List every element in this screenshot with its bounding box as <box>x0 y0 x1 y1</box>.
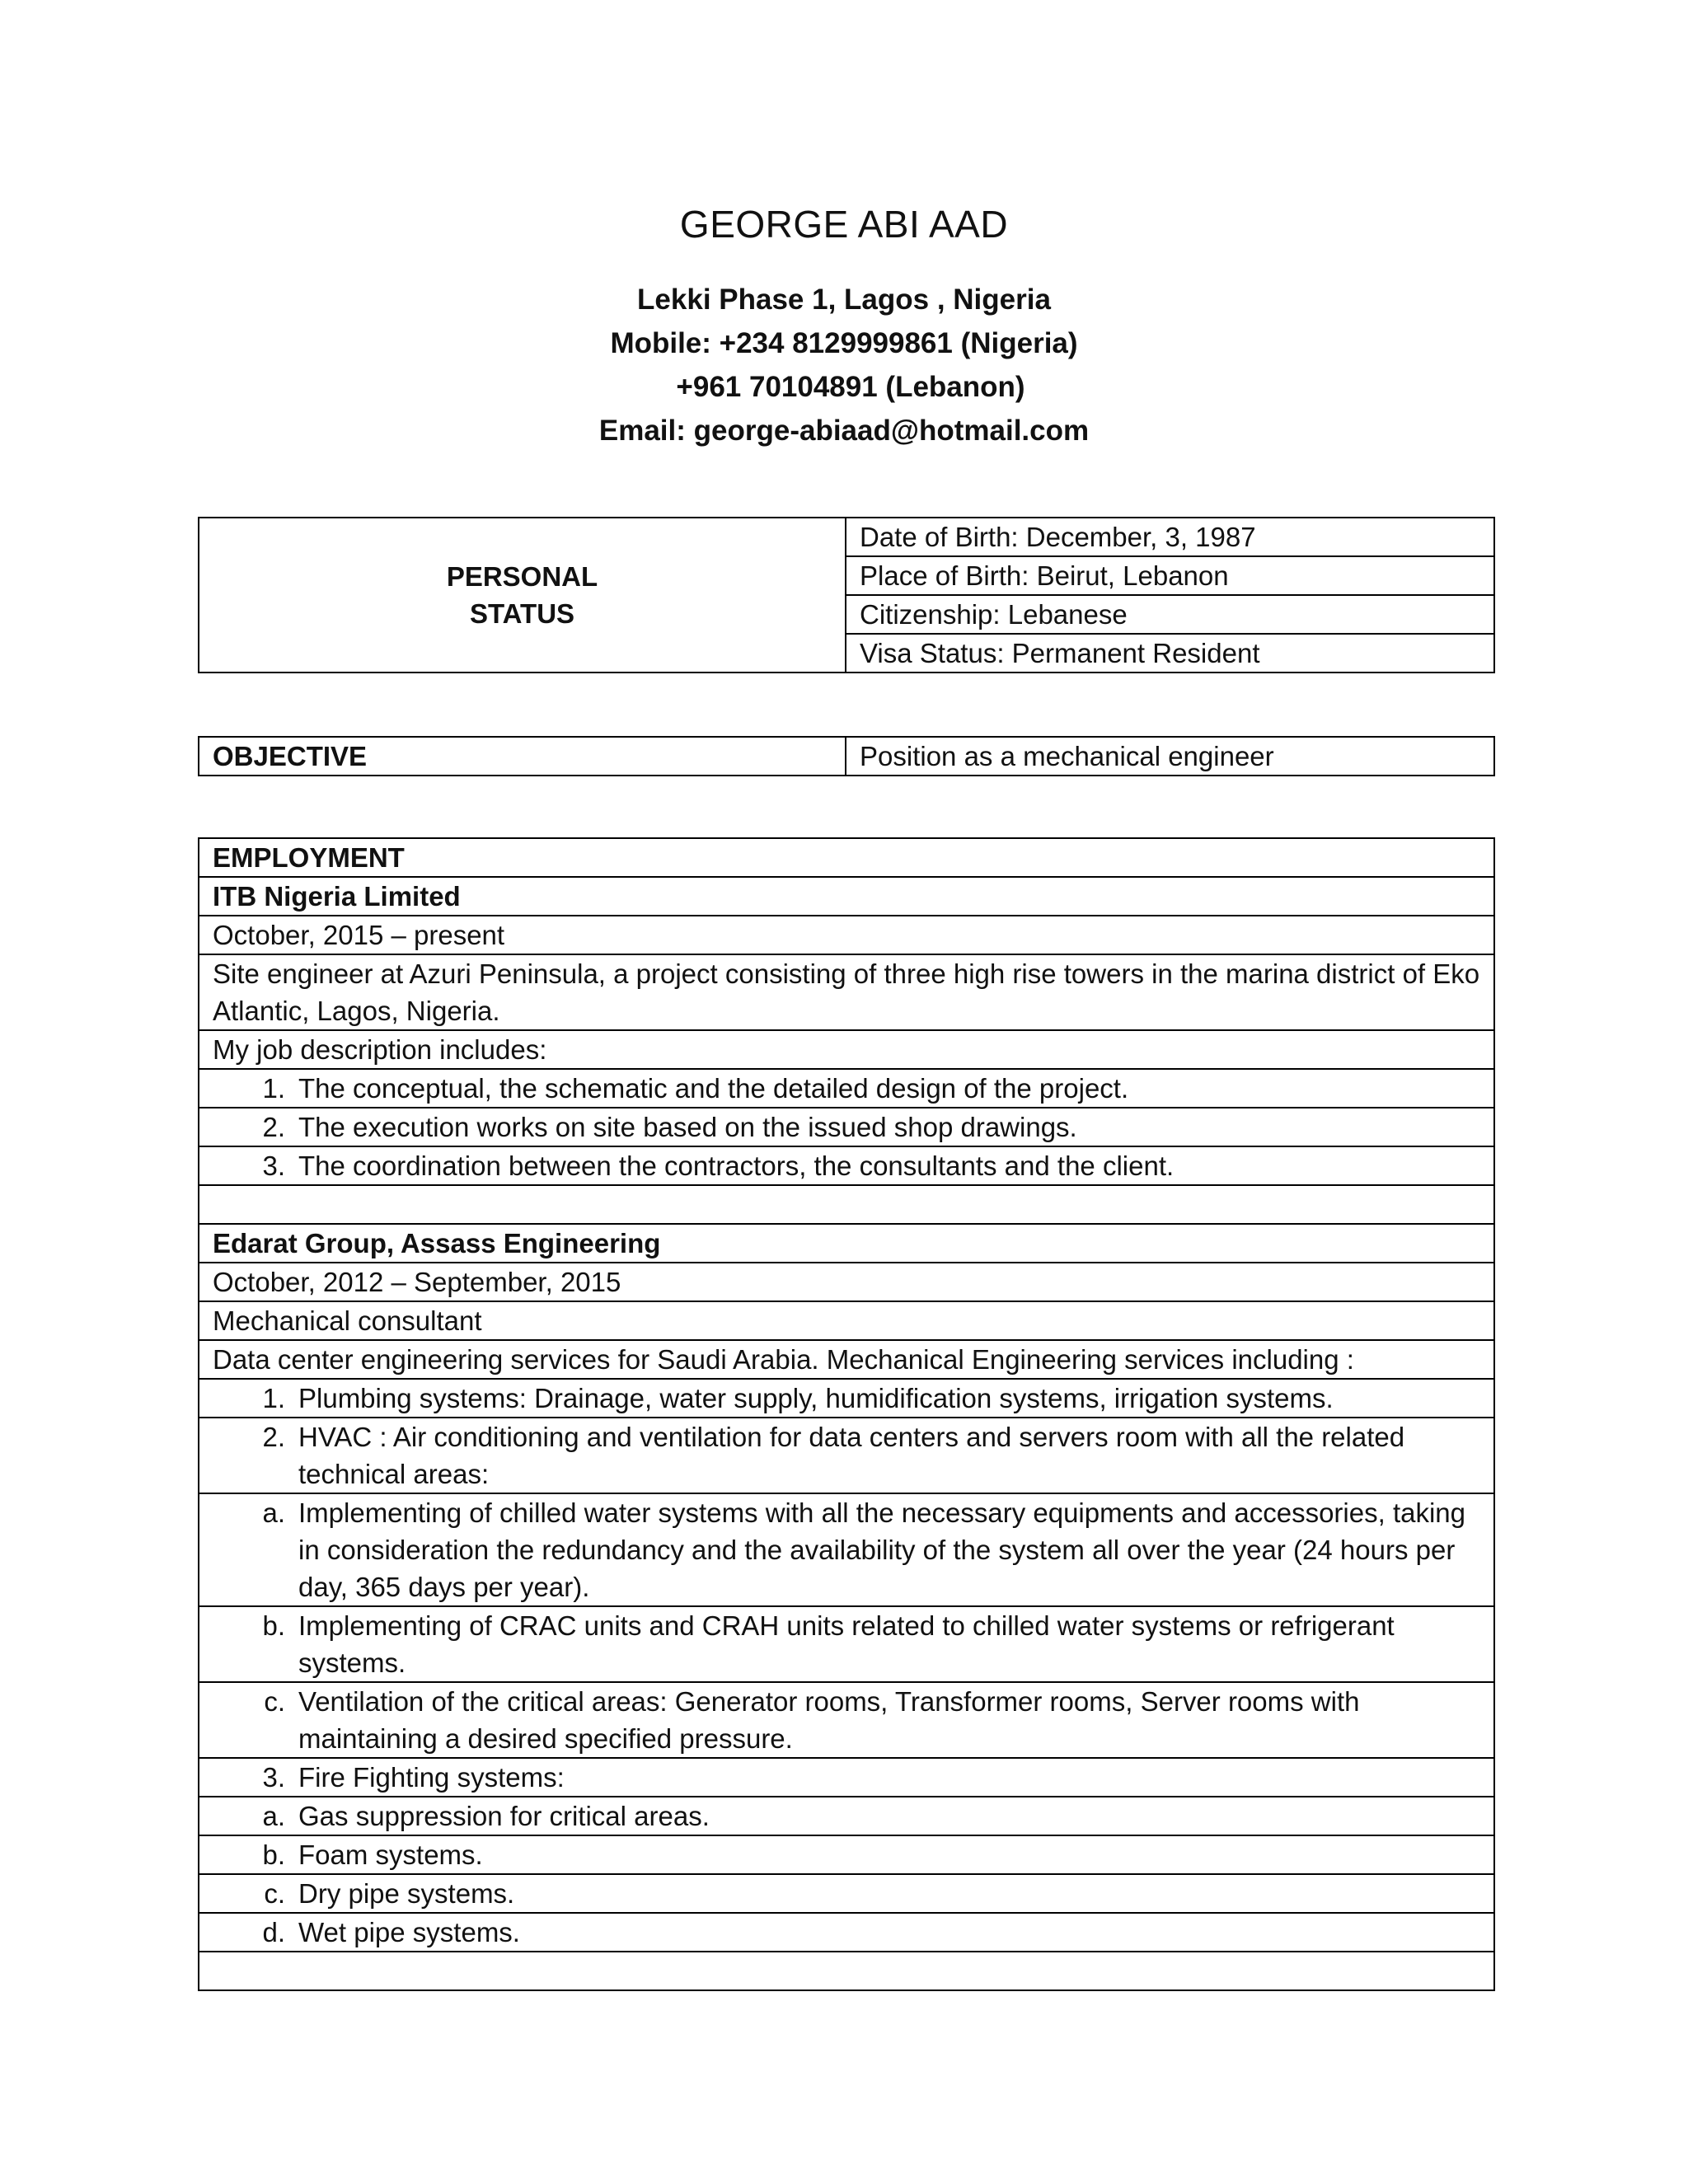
list-item <box>199 1682 1494 1758</box>
list-marker: d. <box>262 1917 285 1947</box>
list-marker: 3. <box>262 1762 285 1793</box>
spacer-row <box>199 1952 1494 1990</box>
address: Lekki Phase 1, Lagos , Nigeria <box>637 284 1051 316</box>
personal-status-label-line2: STATUS <box>469 598 575 629</box>
list-marker: 3. <box>262 1151 285 1181</box>
list-text: Wet pipe systems. <box>298 1917 520 1947</box>
list-marker: 2. <box>262 1422 285 1452</box>
job-company: ITB Nigeria Limited <box>199 877 1494 916</box>
list-marker: b. <box>262 1610 285 1641</box>
place-of-birth: Place of Birth: Beirut, Lebanon <box>846 556 1494 595</box>
date-of-birth: Date of Birth: December, 3, 1987 <box>846 518 1494 556</box>
list-item <box>199 1606 1494 1682</box>
list-marker: 1. <box>262 1383 285 1413</box>
personal-status-label <box>199 518 846 673</box>
employment-heading: EMPLOYMENT <box>199 838 1494 877</box>
list-text: Implementing of chilled water systems with all the necessary equipments and accessories, taking in consideration the redundancy and the availability of the system all over the year (24 hours per day, 365 days per year). <box>298 1497 1466 1602</box>
list-item <box>199 1108 1494 1146</box>
list-marker: c. <box>264 1878 285 1909</box>
list-item <box>199 1913 1494 1952</box>
list-item <box>199 1418 1494 1493</box>
list-text: Gas suppression for critical areas. <box>298 1801 710 1831</box>
list-item <box>199 1493 1494 1606</box>
list-marker: c. <box>264 1686 285 1717</box>
list-marker: 1. <box>262 1073 285 1104</box>
mobile-nigeria: Mobile: +234 8129999861 (Nigeria) <box>610 327 1078 359</box>
list-text: Dry pipe systems. <box>298 1878 515 1909</box>
personal-status-label-line1: PERSONAL <box>446 561 598 592</box>
objective-value: Position as a mechanical engineer <box>846 737 1494 776</box>
job-intro: Data center engineering services for Saudi Arabia. Mechanical Engineering services including : <box>199 1340 1494 1379</box>
objective-table <box>198 736 1495 776</box>
list-item <box>199 1835 1494 1874</box>
email: Email: george-abiaad@hotmail.com <box>598 415 1090 447</box>
list-marker: b. <box>262 1840 285 1870</box>
list-item <box>199 1379 1494 1418</box>
visa-status: Visa Status: Permanent Resident <box>846 634 1494 673</box>
job-dates: October, 2015 – present <box>199 916 1494 954</box>
list-item <box>199 1758 1494 1797</box>
list-text: The conceptual, the schematic and the detailed design of the project. <box>298 1073 1129 1104</box>
list-marker: 2. <box>262 1112 285 1142</box>
list-text: Implementing of CRAC units and CRAH units related to chilled water systems or refrigerant systems. <box>298 1610 1395 1678</box>
job-intro: My job description includes: <box>199 1030 1494 1069</box>
job-role: Mechanical consultant <box>199 1301 1494 1340</box>
list-text: Plumbing systems: Drainage, water supply, humidification systems, irrigation systems. <box>298 1383 1334 1413</box>
list-item <box>199 1146 1494 1185</box>
list-text: Ventilation of the critical areas: Generator rooms, Transformer rooms, Server rooms with maintaining a desired specified pressure. <box>298 1686 1360 1754</box>
job-company: Edarat Group, Assass Engineering <box>199 1224 1494 1263</box>
personal-status-table <box>198 517 1495 673</box>
mobile-lebanon: +961 70104891 (Lebanon) <box>676 371 1025 403</box>
list-item <box>199 1797 1494 1835</box>
list-marker: a. <box>262 1497 285 1528</box>
list-item <box>199 1874 1494 1913</box>
job-dates: October, 2012 – September, 2015 <box>199 1263 1494 1301</box>
contact-block <box>0 278 1688 452</box>
list-item <box>199 1069 1494 1108</box>
list-marker: a. <box>262 1801 285 1831</box>
list-text: Foam systems. <box>298 1840 483 1870</box>
objective-label: OBJECTIVE <box>199 737 846 776</box>
employment-table <box>198 837 1495 1991</box>
job-summary: Site engineer at Azuri Peninsula, a project consisting of three high rise towers in the marina district of Eko Atlantic, Lagos, Nigeria. <box>199 954 1494 1030</box>
list-text: HVAC : Air conditioning and ventilation for data centers and servers room with all the related technical areas: <box>298 1422 1405 1489</box>
list-text: Fire Fighting systems: <box>298 1762 565 1793</box>
spacer-row <box>199 1185 1494 1224</box>
list-text: The coordination between the contractors, the consultants and the client. <box>298 1151 1175 1181</box>
citizenship: Citizenship: Lebanese <box>846 595 1494 634</box>
candidate-name: GEORGE ABI AAD <box>679 203 1009 246</box>
list-text: The execution works on site based on the issued shop drawings. <box>298 1112 1077 1142</box>
